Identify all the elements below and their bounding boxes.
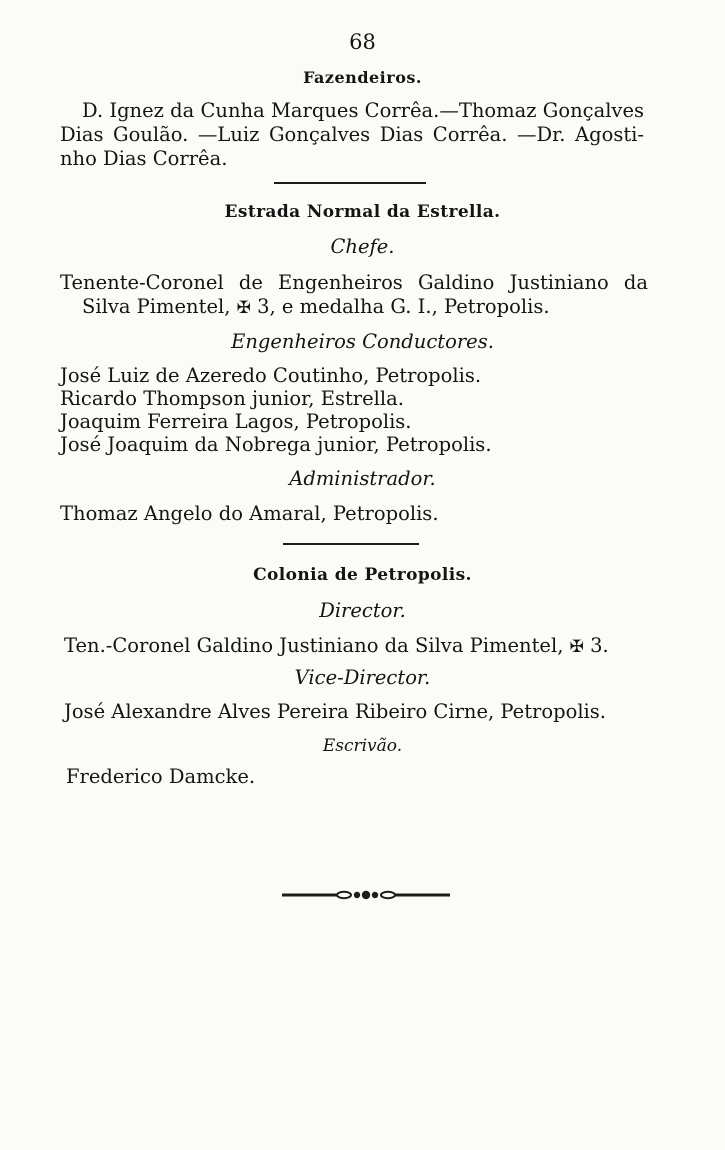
director-entry [64,634,609,659]
director-honours: 3. [590,634,609,657]
administrador-entry: Thomaz Angelo do Amaral, Petropolis. [60,502,439,525]
vice-director-entry: José Alexandre Alves Pereira Ribeiro Cirne, Petropolis. [64,700,606,723]
section-divider [283,543,419,545]
administrador-label: Administrador. [289,467,436,490]
director-label: Director. [319,599,406,622]
chefe-honours: 3, e medalha G. I., Petropolis. [257,295,550,318]
order-cross-icon: ✠ [569,637,584,657]
fazendeiros-line-3: nho Dias Corrêa. [60,147,228,170]
escrivao-entry: Frederico Damcke. [66,765,256,788]
escrivao-label: Escrivão. [322,736,403,756]
engenheiros-label: Engenheiros Conductores. [231,330,494,353]
section-divider [274,182,426,184]
fazendeiros-line-2: Dias Goulão. —Luiz Gonçalves Dias Corrêa. —Dr. Agosti- [60,123,644,146]
engenheiro-entry: Ricardo Thompson junior, Estrella. [60,387,404,410]
engenheiro-entry: José Joaquim da Nobrega junior, Petropolis. [60,433,492,456]
chefe-line-2 [82,295,550,320]
vice-director-label: Vice-Director. [294,666,431,689]
fazendeiros-line-1: D. Ignez da Cunha Marques Corrêa.—Thomaz Gonçalves [82,99,644,122]
chefe-name-end: Silva Pimentel, [82,295,231,318]
fleuron-ornament-icon [282,886,450,904]
order-cross-icon: ✠ [236,298,251,318]
colonia-heading: Colonia de Petropolis. [253,565,472,585]
chefe-label: Chefe. [330,235,395,258]
engenheiro-entry: José Luiz de Azeredo Coutinho, Petropolis. [60,364,482,387]
engenheiro-entry: Joaquim Ferreira Lagos, Petropolis. [60,410,412,433]
chefe-line-1: Tenente-Coronel de Engenheiros Galdino Justiniano da [60,271,648,294]
estrada-heading: Estrada Normal da Estrella. [224,202,501,222]
fazendeiros-heading: Fazendeiros. [303,68,422,87]
page-number: 68 [349,30,376,54]
director-name: Ten.-Coronel Galdino Justiniano da Silva Pimentel, [64,634,564,657]
